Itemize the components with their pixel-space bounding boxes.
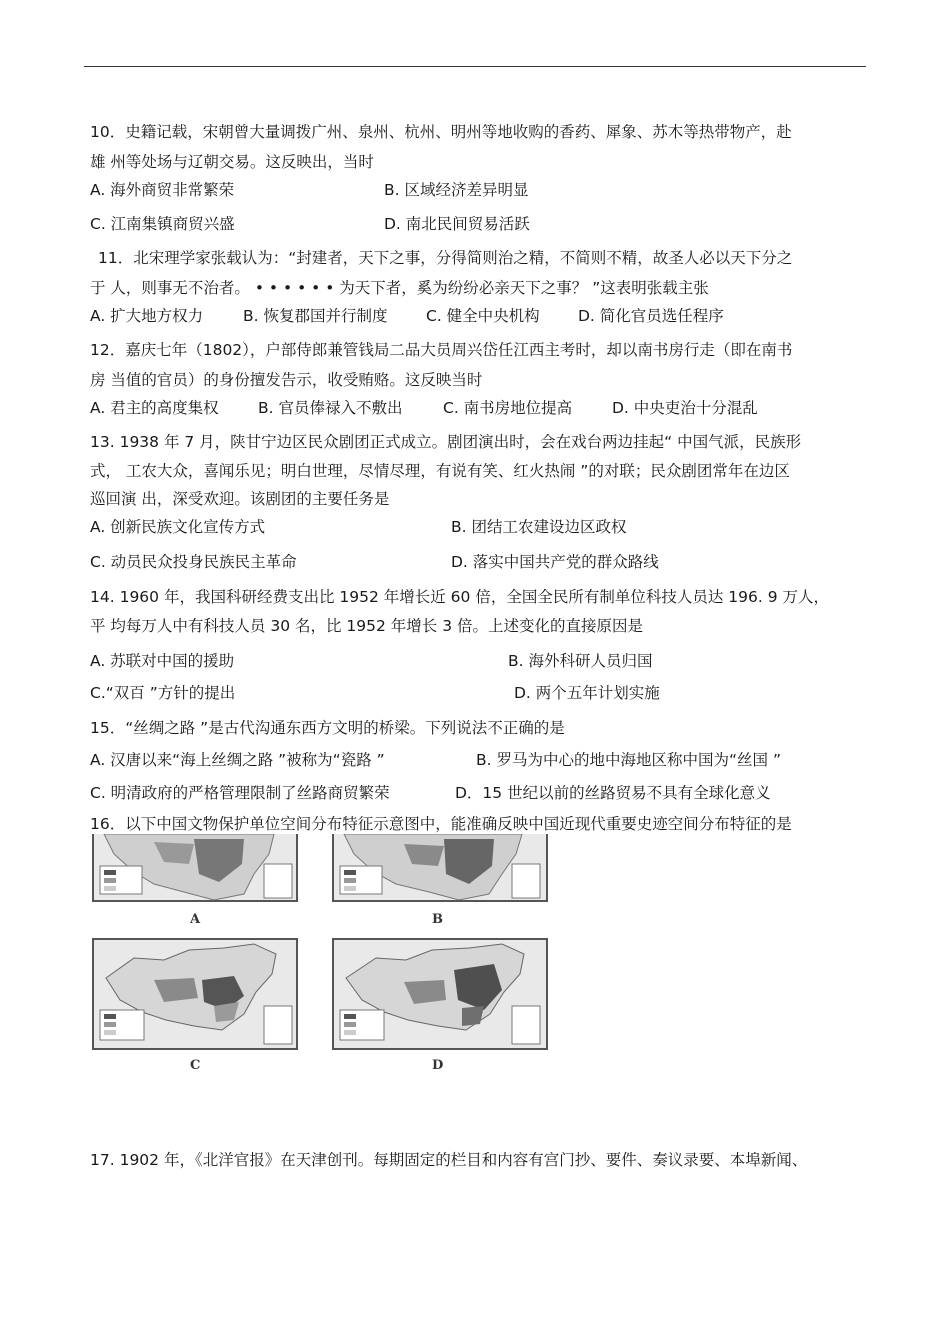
- map-d-graphic: [334, 940, 546, 1048]
- q16-stem-line1: 16．以下中国文物保护单位空间分布特征示意图中，能准确反映中国近现代重要史迹空间分布特征的是: [90, 815, 792, 833]
- q13-option-d[interactable]: D. 落实中国共产党的群众路线: [451, 553, 659, 571]
- map-a-graphic: [94, 834, 296, 900]
- q13-stem-line1: 13. 1938 年 7 月，陕甘宁边区民众剧团正式成立。剧团演出时，会在戏台两边挂起“ 中国气派，民族形: [90, 433, 802, 451]
- q11-stem-line2: 于 人，则事无不治者。 • • • • • • 为天下者，奚为纷纷必亲天下之事？ ”这表明张载主张: [90, 279, 709, 297]
- map-c-graphic: [94, 940, 296, 1048]
- map-b-graphic: [334, 834, 546, 900]
- q12-stem-line1: 12．嘉庆七年（1802），户部侍郎兼管钱局二品大员周兴岱任江西主考时，却以南书房行走（即在南书: [90, 341, 793, 359]
- q17-stem-line1: 17. 1902 年，《北洋官报》在天津创刊。每期固定的栏目和内容有宫门抄、要件、奏议录要、本埠新闻、: [90, 1151, 808, 1169]
- map-label-a: A: [190, 912, 201, 927]
- q12-option-a[interactable]: A. 君主的高度集权: [90, 399, 219, 417]
- q10-option-d[interactable]: D. 南北民间贸易活跃: [384, 215, 530, 233]
- map-option-d[interactable]: [332, 938, 548, 1050]
- q10-option-a[interactable]: A. 海外商贸非常繁荣: [90, 181, 235, 199]
- q13-option-c[interactable]: C. 动员民众投身民族民主革命: [90, 553, 297, 571]
- q13-stem-line3: 巡回演 出，深受欢迎。该剧团的主要任务是: [90, 490, 390, 508]
- q15-stem-line1: 15．“丝绸之路 ”是古代沟通东西方文明的桥梁。下列说法不正确的是: [90, 719, 565, 737]
- q10-option-c[interactable]: C. 江南集镇商贸兴盛: [90, 215, 235, 233]
- q14-option-a[interactable]: A. 苏联对中国的援助: [90, 652, 235, 670]
- q15-option-b[interactable]: B. 罗马为中心的地中海地区称中国为“丝国 ”: [476, 751, 781, 769]
- q12-stem-line2: 房 当值的官员）的身份擅发告示，收受贿赂。这反映当时: [90, 371, 483, 389]
- q11-option-a[interactable]: A. 扩大地方权力: [90, 307, 204, 325]
- q10-option-b[interactable]: B. 区域经济差异明显: [384, 181, 529, 199]
- q10-stem-line2: 雄 州等处场与辽朝交易。这反映出，当时: [90, 153, 374, 171]
- q13-stem-line2: 式， 工农大众，喜闻乐见；明白世理，尽情尽理，有说有笑、红火热闹 ”的对联；民众剧团常年在边区: [90, 462, 790, 480]
- q13-option-b[interactable]: B. 团结工农建设边区政权: [451, 518, 627, 536]
- q11-stem-line1: 11．北宋理学家张载认为：“封建者，天下之事，分得简则治之精，不简则不精，故圣人必以天下分之: [98, 249, 793, 267]
- q14-option-c[interactable]: C.“双百 ”方针的提出: [90, 684, 236, 702]
- q15-option-a[interactable]: A. 汉唐以来“海上丝绸之路 ”被称为“瓷路 ”: [90, 751, 385, 769]
- q11-option-d[interactable]: D. 简化官员选任程序: [578, 307, 724, 325]
- map-option-c[interactable]: [92, 938, 298, 1050]
- q14-stem-line1: 14. 1960 年，我国科研经费支出比 1952 年增长近 60 倍，全国全民所有制单位科技人员达 196. 9 万人，: [90, 588, 829, 606]
- q13-option-a[interactable]: A. 创新民族文化宣传方式: [90, 518, 266, 536]
- map-label-d: D: [432, 1058, 444, 1073]
- q11-option-c[interactable]: C. 健全中央机构: [426, 307, 540, 325]
- header-rule: [84, 66, 866, 67]
- q12-option-b[interactable]: B. 官员俸禄入不敷出: [258, 399, 403, 417]
- q11-option-b[interactable]: B. 恢复郡国并行制度: [243, 307, 388, 325]
- q14-option-b[interactable]: B. 海外科研人员归国: [508, 652, 653, 670]
- map-option-a[interactable]: [92, 834, 298, 902]
- q15-option-d[interactable]: D．15 世纪以前的丝路贸易不具有全球化意义: [455, 784, 771, 802]
- q12-option-d[interactable]: D. 中央吏治十分混乱: [612, 399, 758, 417]
- map-label-b: B: [432, 912, 443, 927]
- q14-stem-line2: 平 均每万人中有科技人员 30 名，比 1952 年增长 3 倍。上述变化的直接原因是: [90, 617, 644, 635]
- map-option-b[interactable]: [332, 834, 548, 902]
- q12-option-c[interactable]: C. 南书房地位提高: [443, 399, 573, 417]
- map-label-c: C: [190, 1058, 201, 1073]
- q10-stem-line1: 10．史籍记载，宋朝曾大量调拨广州、泉州、杭州、明州等地收购的香药、犀象、苏木等热带物产，赴: [90, 123, 792, 141]
- q15-option-c[interactable]: C. 明清政府的严格管理限制了丝路商贸繁荣: [90, 784, 390, 802]
- q14-option-d[interactable]: D. 两个五年计划实施: [514, 684, 660, 702]
